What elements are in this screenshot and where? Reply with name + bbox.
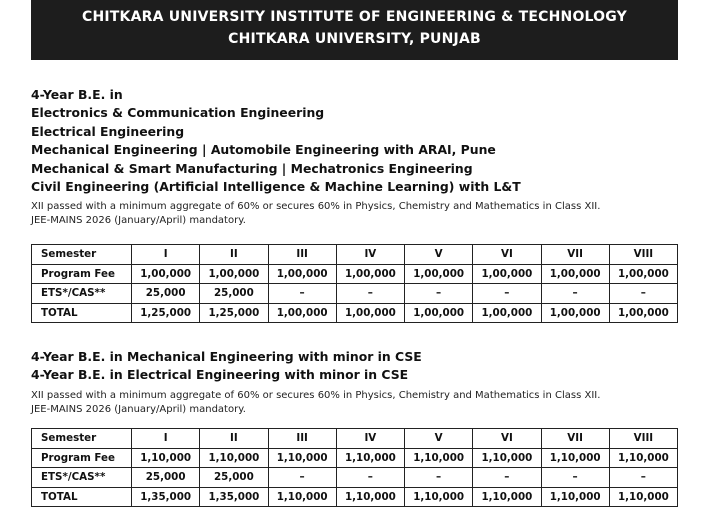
fee-cell: – — [405, 284, 473, 304]
fee-cell: 1,10,000 — [541, 448, 609, 468]
fee-cell: 1,00,000 — [268, 264, 336, 284]
program-heading: Mechanical & Smart Manufacturing | Mechatronics Engineering — [31, 160, 473, 176]
fee-cell: 1,00,000 — [268, 303, 336, 323]
fee-cell: 1,10,000 — [268, 448, 336, 468]
row-label: Program Fee — [32, 264, 132, 284]
table-row — [32, 448, 678, 468]
fee-cell: – — [473, 468, 541, 488]
fee-cell: 1,00,000 — [405, 264, 473, 284]
fee-cell: 1,35,000 — [200, 487, 268, 507]
fee-cell: 1,00,000 — [541, 264, 609, 284]
fee-cell: 1,10,000 — [200, 448, 268, 468]
column-header-semester-number: III — [268, 245, 336, 265]
fee-cell: 1,35,000 — [132, 487, 200, 507]
column-header-semester: Semester — [32, 429, 132, 449]
fee-cell: 1,10,000 — [336, 487, 404, 507]
column-header-semester-number: VII — [541, 245, 609, 265]
fee-cell: – — [405, 468, 473, 488]
program-heading: Civil Engineering (Artificial Intelligence & Machine Learning) with L&T — [31, 179, 521, 195]
fee-cell: 1,25,000 — [132, 303, 200, 323]
fee-cell: 1,10,000 — [405, 487, 473, 507]
fee-cell: 1,00,000 — [200, 264, 268, 284]
column-header-semester-number: IV — [336, 245, 404, 265]
fee-cell: 1,25,000 — [200, 303, 268, 323]
column-header-semester: Semester — [32, 245, 132, 265]
fee-cell: 1,00,000 — [473, 303, 541, 323]
fee-table-2 — [31, 428, 678, 507]
program-section-2 — [31, 348, 678, 417]
table-header-row — [32, 245, 678, 265]
fee-cell: 25,000 — [200, 284, 268, 304]
fee-cell: 1,00,000 — [336, 303, 404, 323]
column-header-semester-number: V — [405, 429, 473, 449]
fee-cell: 1,10,000 — [132, 448, 200, 468]
column-header-semester-number: I — [132, 429, 200, 449]
page-header — [31, 0, 678, 60]
row-label: ETS*/CAS** — [32, 468, 132, 488]
fee-cell: – — [336, 284, 404, 304]
header-subtitle: CHITKARA UNIVERSITY, PUNJAB — [228, 31, 481, 47]
eligibility-text — [31, 389, 678, 417]
fee-cell: 1,10,000 — [541, 487, 609, 507]
column-header-semester-number: II — [200, 429, 268, 449]
row-label: Program Fee — [32, 448, 132, 468]
column-header-semester-number: VI — [473, 429, 541, 449]
eligibility-text — [31, 200, 678, 228]
table-row — [32, 284, 678, 304]
program-heading: 4-Year B.E. in Mechanical Engineering with minor in CSE — [31, 349, 422, 364]
table-row — [32, 303, 678, 323]
column-header-semester-number: V — [405, 245, 473, 265]
fee-cell: 1,00,000 — [609, 303, 677, 323]
row-label: ETS*/CAS** — [32, 284, 132, 304]
table-row — [32, 468, 678, 488]
table-row — [32, 264, 678, 284]
fee-cell: 1,10,000 — [473, 448, 541, 468]
fee-cell: 1,00,000 — [132, 264, 200, 284]
fee-cell: 1,00,000 — [473, 264, 541, 284]
fee-cell: – — [336, 468, 404, 488]
fee-cell: – — [609, 284, 677, 304]
fee-cell: – — [268, 468, 336, 488]
eligibility-line: XII passed with a minimum aggregate of 60% or secures 60% in Physics, Chemistry and Mathematics in Class XII. — [31, 389, 601, 401]
fee-cell: 25,000 — [132, 468, 200, 488]
fee-cell: 1,00,000 — [405, 303, 473, 323]
program-heading: Mechanical Engineering | Automobile Engineering with ARAI, Pune — [31, 142, 496, 158]
program-section-1 — [31, 86, 678, 228]
fee-cell: 25,000 — [200, 468, 268, 488]
fee-cell: – — [541, 284, 609, 304]
eligibility-line: XII passed with a minimum aggregate of 60% or secures 60% in Physics, Chemistry and Mathematics in Class XII. — [31, 201, 601, 213]
program-heading: Electrical Engineering — [31, 123, 185, 139]
header-title: CHITKARA UNIVERSITY INSTITUTE OF ENGINEERING & TECHNOLOGY — [81, 9, 627, 25]
program-heading: 4-Year B.E. in — [31, 87, 123, 102]
column-header-semester-number: VIII — [609, 245, 677, 265]
table-header-row — [32, 429, 678, 449]
column-header-semester-number: VII — [541, 429, 609, 449]
fee-cell: 1,00,000 — [541, 303, 609, 323]
program-heading: 4-Year B.E. in Electrical Engineering with minor in CSE — [31, 367, 409, 383]
column-header-semester-number: III — [268, 429, 336, 449]
fee-cell: – — [609, 468, 677, 488]
eligibility-line: JEE-MAINS 2026 (January/April) mandatory. — [31, 403, 246, 415]
fee-table-1 — [31, 244, 678, 323]
fee-cell: 1,00,000 — [609, 264, 677, 284]
fee-cell: – — [541, 468, 609, 488]
fee-cell: 25,000 — [132, 284, 200, 304]
column-header-semester-number: IV — [336, 429, 404, 449]
fee-cell: 1,10,000 — [268, 487, 336, 507]
fee-cell: 1,10,000 — [336, 448, 404, 468]
fee-cell: 1,10,000 — [609, 448, 677, 468]
table-row — [32, 487, 678, 507]
fee-cell: – — [268, 284, 336, 304]
fee-cell: 1,00,000 — [336, 264, 404, 284]
column-header-semester-number: II — [200, 245, 268, 265]
fee-cell: 1,10,000 — [405, 448, 473, 468]
row-label: TOTAL — [32, 303, 132, 323]
fee-cell: 1,10,000 — [473, 487, 541, 507]
eligibility-line: JEE-MAINS 2026 (January/April) mandatory. — [31, 215, 246, 227]
column-header-semester-number: I — [132, 245, 200, 265]
fee-cell: – — [473, 284, 541, 304]
column-header-semester-number: VIII — [609, 429, 677, 449]
program-heading: Electronics & Communication Engineering — [31, 105, 325, 121]
row-label: TOTAL — [32, 487, 132, 507]
fee-cell: 1,10,000 — [609, 487, 677, 507]
column-header-semester-number: VI — [473, 245, 541, 265]
